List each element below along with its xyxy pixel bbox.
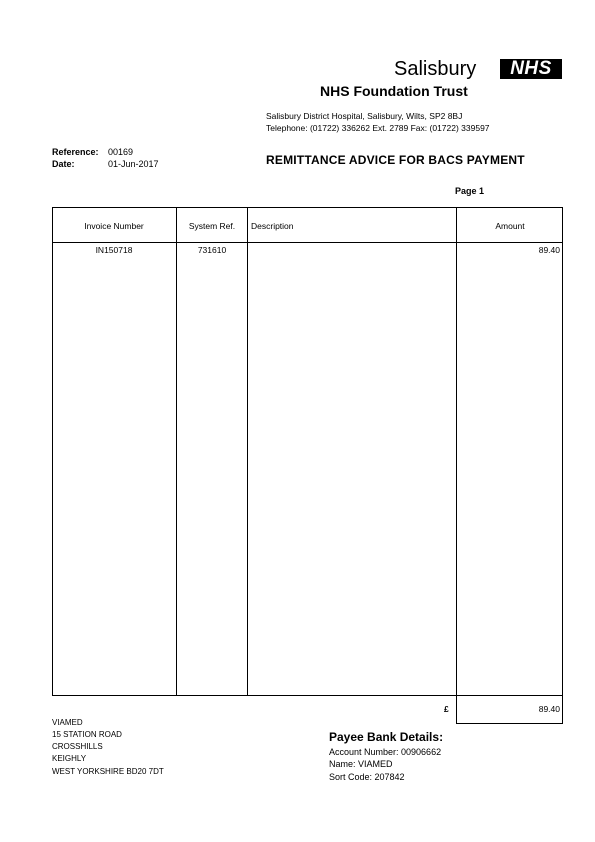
organization-name: Salisbury (394, 58, 477, 80)
cell-invoice-number: IN150718 (95, 245, 133, 255)
page-number: Page 1 (455, 186, 485, 196)
payee-name: VIAMED (52, 718, 83, 727)
header-rule (52, 242, 563, 243)
column-header-invoice-number: Invoice Number (84, 221, 144, 231)
column-divider (456, 207, 457, 696)
trust-name: NHS Foundation Trust (320, 83, 468, 99)
payee-address-line: WEST YORKSHIRE BD20 7DT (52, 767, 164, 776)
cell-system-ref: 731610 (197, 245, 227, 255)
payee-address-line: 15 STATION ROAD (52, 730, 122, 739)
column-header-system-ref: System Ref. (188, 221, 236, 231)
reference-label: Reference: (52, 147, 99, 157)
bank-account-number: Account Number: 00906662 (329, 747, 442, 757)
hospital-address: Salisbury District Hospital, Salisbury, Wilts, SP2 8BJ (266, 111, 463, 121)
currency-symbol: £ (444, 704, 449, 714)
total-amount: 89.40 (538, 704, 560, 714)
payee-address-line: CROSSHILLS (52, 742, 103, 751)
column-divider (176, 207, 177, 696)
payee-address-line: KEIGHLY (52, 754, 87, 763)
nhs-logo: NHS (500, 59, 562, 79)
document-title: REMITTANCE ADVICE FOR BACS PAYMENT (266, 153, 525, 167)
bank-account-name: Name: VIAMED (329, 759, 393, 769)
bank-sort-code: Sort Code: 207842 (329, 772, 405, 782)
column-header-amount: Amount (495, 221, 525, 231)
date-value: 01-Jun-2017 (108, 159, 159, 169)
column-divider (247, 207, 248, 696)
date-label: Date: (52, 159, 75, 169)
bank-details-title: Payee Bank Details: (329, 730, 444, 744)
reference-value: 00169 (108, 147, 134, 157)
column-header-description: Description (251, 221, 294, 231)
cell-amount: 89.40 (538, 245, 560, 255)
invoice-table (52, 207, 563, 696)
hospital-phone-fax: Telephone: (01722) 336262 Ext. 2789 Fax: (01722) 339597 (266, 123, 490, 133)
